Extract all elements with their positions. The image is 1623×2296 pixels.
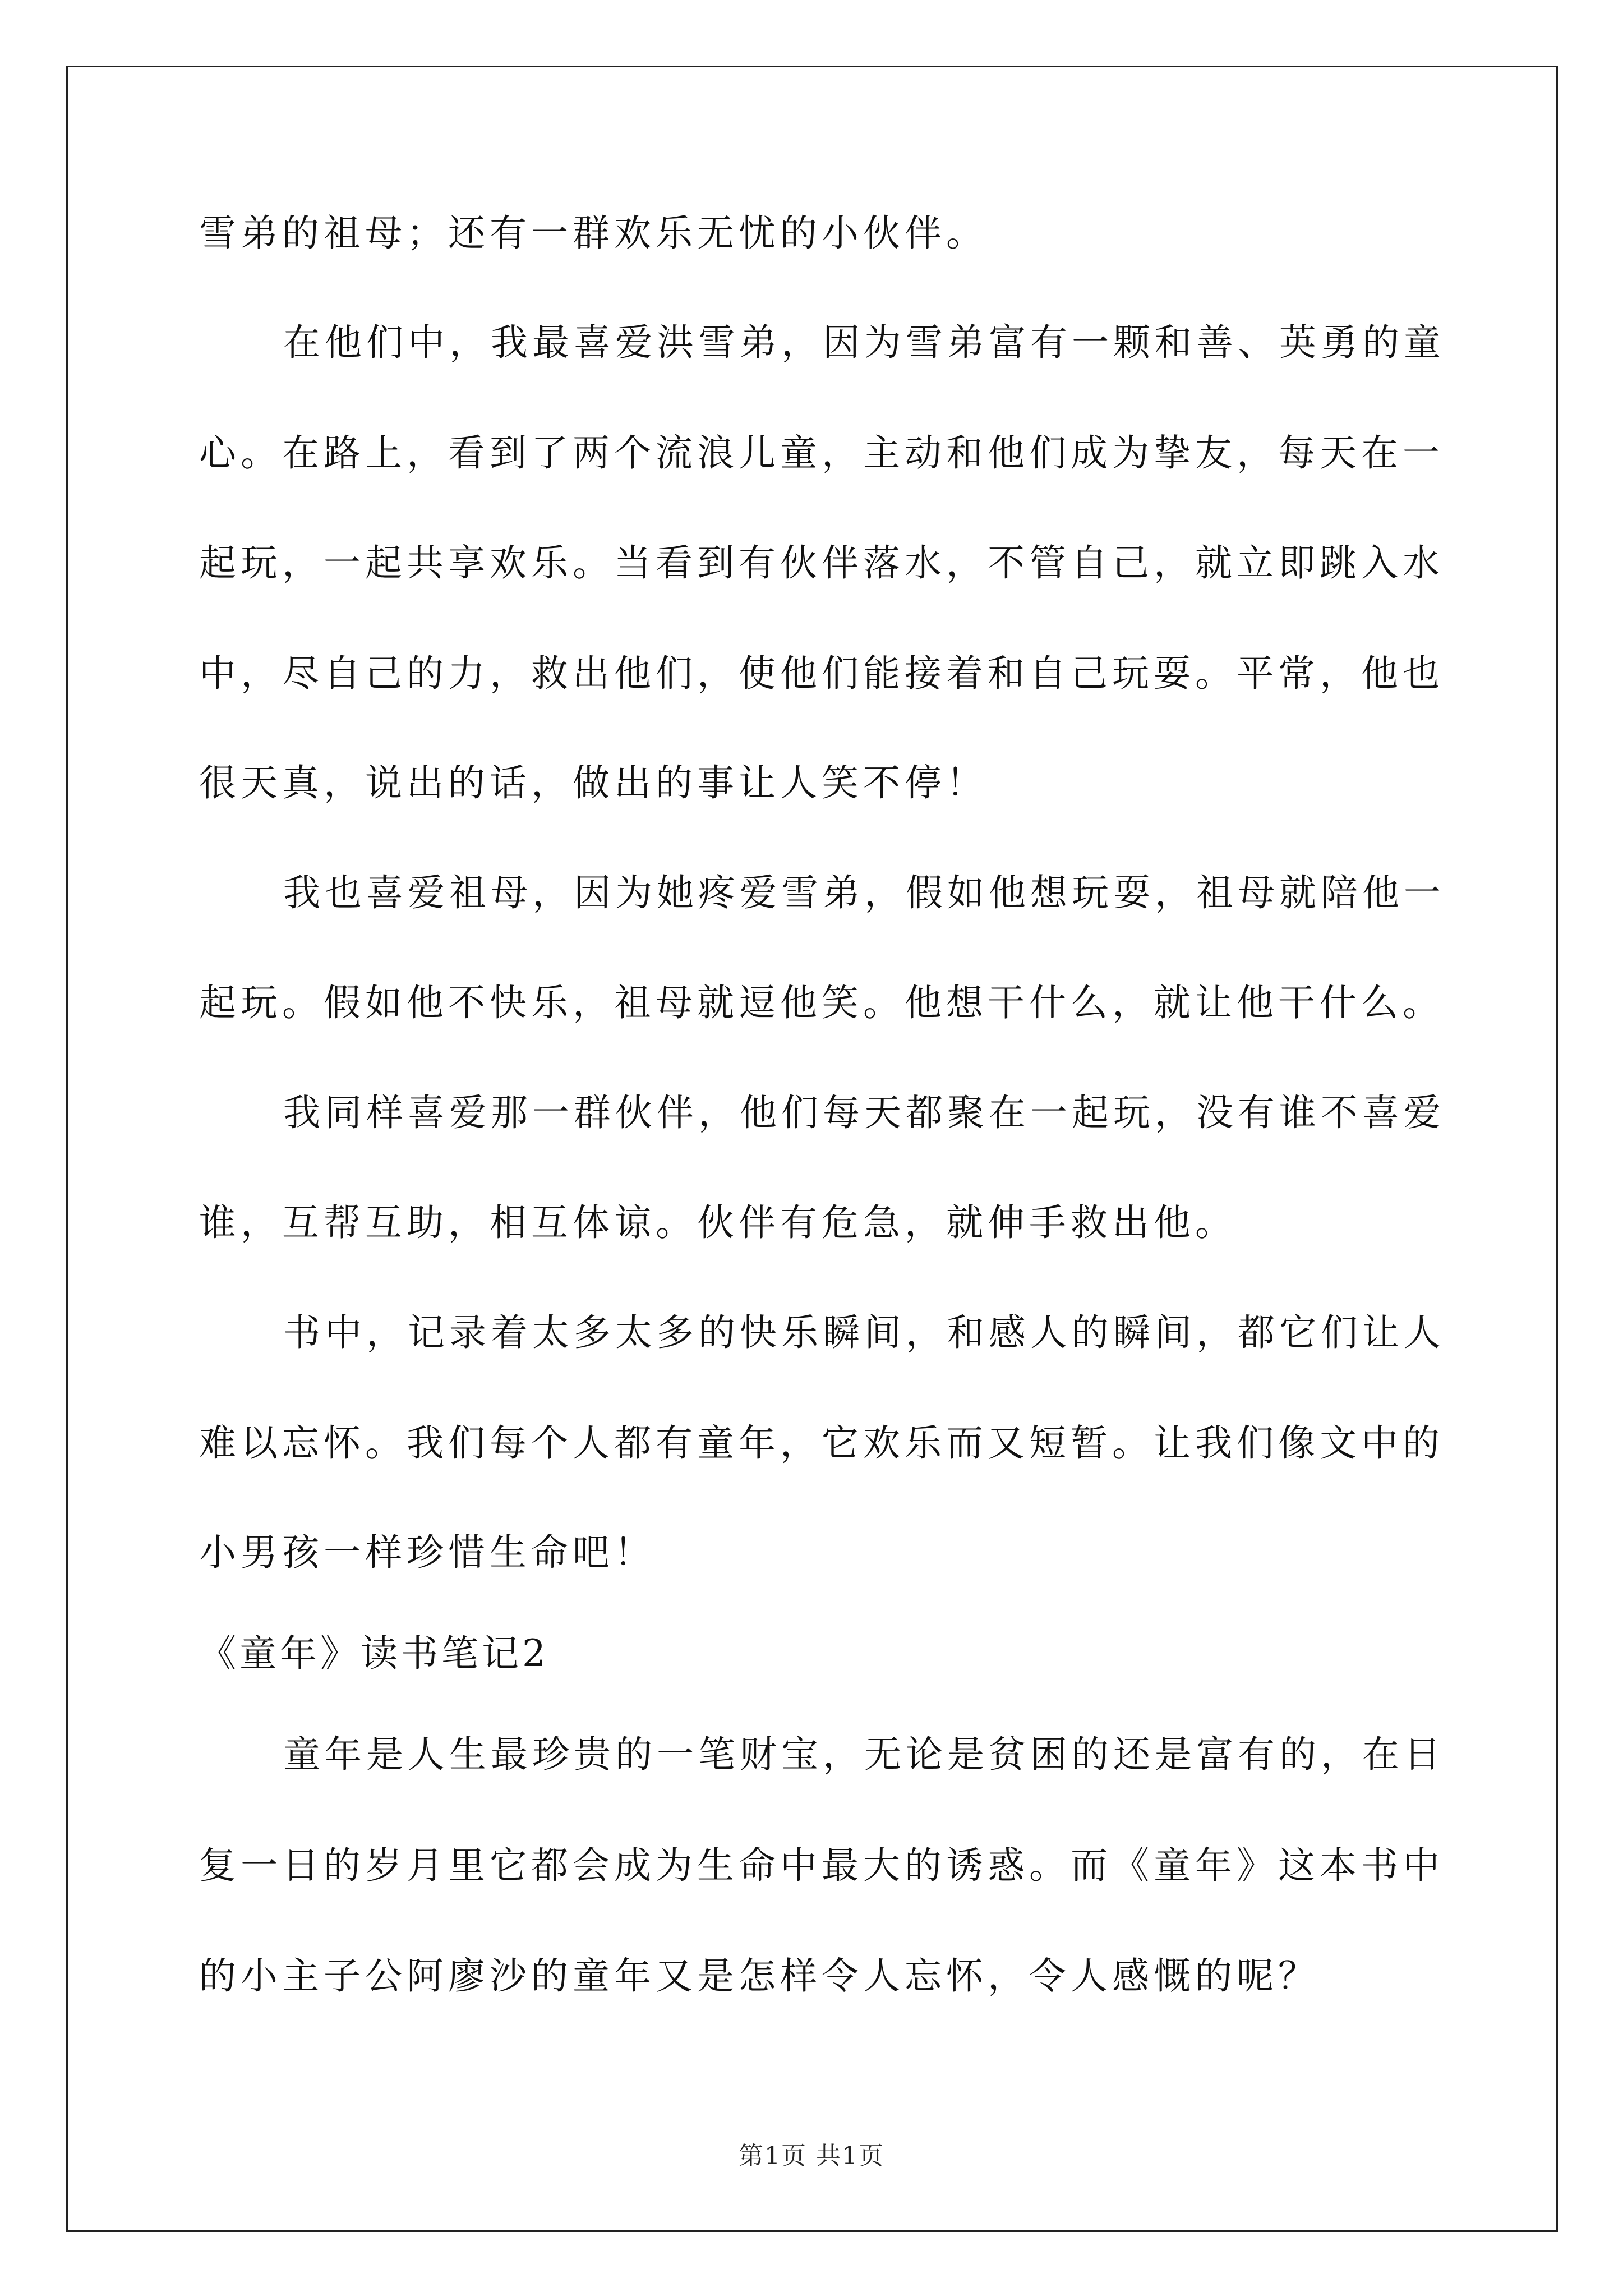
text-line-8: 起玩。假如他不快乐，祖母就逗他笑。他想干什么，就让他干什么。 (199, 981, 1444, 1024)
text-line-11: 书中，记录着太多太多的快乐瞬间，和感人的瞬间，都它们让人 (283, 1311, 1445, 1354)
text-line-7: 我也喜爱祖母，因为她疼爱雪弟，假如他想玩耍，祖母就陪他一 (283, 871, 1445, 914)
text-line-6: 很天真，说出的话，做出的事让人笑不停！ (199, 761, 988, 804)
section-heading: 《童年》读书笔记2 (199, 1632, 549, 1675)
text-line-10: 谁，互帮互助，相互体谅。伙伴有危急，就伸手救出他。 (199, 1201, 1237, 1244)
text-line-1: 雪弟的祖母；还有一群欢乐无忧的小伙伴。 (199, 211, 988, 255)
page-number-footer: 第1页 共1页 (739, 2142, 884, 2170)
text-line-17: 的小主子公阿廖沙的童年又是怎样令人忘怀，令人感慨的呢？ (199, 1954, 1320, 1998)
text-line-2: 在他们中，我最喜爱洪雪弟，因为雪弟富有一颗和善、英勇的童 (283, 321, 1445, 364)
text-line-16: 复一日的岁月里它都会成为生命中最大的诱惑。而《童年》这本书中 (199, 1844, 1444, 1887)
text-line-13: 小男孩一样珍惜生命吧！ (199, 1531, 656, 1574)
text-line-4: 起玩，一起共享欢乐。当看到有伙伴落水，不管自己，就立即跳入水 (199, 541, 1444, 585)
page-border (66, 66, 1558, 2232)
text-line-3: 心。在路上，看到了两个流浪儿童，主动和他们成为挚友，每天在一 (199, 431, 1444, 475)
text-line-15: 童年是人生最珍贵的一笔财宝，无论是贫困的还是富有的，在日 (283, 1733, 1445, 1776)
text-line-9: 我同样喜爱那一群伙伴，他们每天都聚在一起玩，没有谁不喜爱 (283, 1091, 1445, 1134)
text-line-12: 难以忘怀。我们每个人都有童年，它欢乐而又短暂。让我们像文中的 (199, 1421, 1444, 1465)
text-line-5: 中，尽自己的力，救出他们，使他们能接着和自己玩耍。平常，他也 (199, 652, 1444, 695)
